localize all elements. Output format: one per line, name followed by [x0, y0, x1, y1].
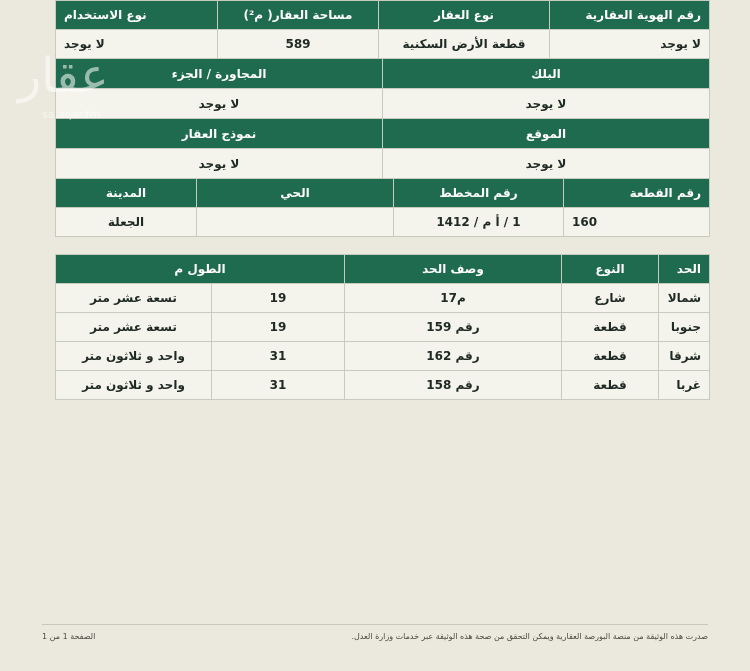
header-city: المدينة: [56, 179, 197, 208]
value-property-area: 589: [218, 30, 379, 59]
boundaries-table: [55, 254, 710, 400]
value-district: [197, 208, 394, 237]
header-model: نموذج العقار: [56, 119, 383, 149]
watermark-word: عقار: [18, 48, 109, 104]
footer-note: صدرت هذه الوثيقة من منصة البورصة العقارية ويمكن التحقق من صحة هذه الوثيقة عبر خدمات وزارة العدل.: [351, 632, 708, 641]
footer-divider: [42, 624, 708, 625]
table-row: [56, 313, 710, 342]
header-boundary-description: وصف الحد: [345, 255, 562, 284]
boundary-length-words: تسعة عشر متر: [56, 284, 212, 313]
header-plan-number: رقم المخطط: [394, 179, 564, 208]
table-row: [56, 284, 710, 313]
property-header-row: [56, 1, 710, 30]
value-block: لا يوجد: [383, 89, 710, 119]
watermark-url: sa.aqar.fm: [42, 108, 101, 121]
table-row: [56, 342, 710, 371]
boundary-length: 31: [212, 371, 345, 400]
value-city: الجعلة: [56, 208, 197, 237]
boundary-type: شارع: [562, 284, 659, 313]
site-header-row: [56, 119, 710, 149]
property-info-table: [55, 0, 710, 59]
value-property-id: لا يوجد: [550, 30, 710, 59]
aqar-watermark: [18, 48, 138, 122]
value-parcel-number: 160: [564, 208, 710, 237]
boundary-length: 19: [212, 313, 345, 342]
boundary-description: م17: [345, 284, 562, 313]
table-row: [56, 371, 710, 400]
header-site: الموقع: [383, 119, 710, 149]
value-usage-type: لا يوجد: [56, 30, 218, 59]
boundary-length-words: تسعة عشر متر: [56, 313, 212, 342]
header-block: البلك: [383, 59, 710, 89]
boundary-type: قطعة: [562, 342, 659, 371]
value-plan-number: 1 / أ م / 1412: [394, 208, 564, 237]
page-number: الصفحة 1 من 1: [42, 632, 96, 641]
header-property-type: نوع العقار: [379, 1, 550, 30]
header-boundary: الحد: [659, 255, 710, 284]
header-property-id: رقم الهوية العقارية: [550, 1, 710, 30]
header-boundary-length: الطول م: [56, 255, 345, 284]
property-value-row: [56, 30, 710, 59]
boundary-length-words: واحد و ثلاثون متر: [56, 342, 212, 371]
boundary-description: رقم 159: [345, 313, 562, 342]
header-usage-type: نوع الاستخدام: [56, 1, 218, 30]
boundary-type: قطعة: [562, 313, 659, 342]
header-property-area: مساحة العقار( م²): [218, 1, 379, 30]
boundary-direction: شمالا: [659, 284, 710, 313]
value-model: لا يوجد: [56, 149, 383, 179]
boundary-length: 31: [212, 342, 345, 371]
boundary-direction: غربا: [659, 371, 710, 400]
site-value-row: [56, 149, 710, 179]
boundary-length-words: واحد و ثلاثون متر: [56, 371, 212, 400]
block-header-row: [56, 59, 710, 89]
boundary-description: رقم 158: [345, 371, 562, 400]
parcel-header-row: [56, 179, 710, 208]
boundaries-header-row: [56, 255, 710, 284]
header-boundary-type: النوع: [562, 255, 659, 284]
header-neighbor: المجاورة / الجزء: [56, 59, 383, 89]
value-neighbor: لا يوجد: [56, 89, 383, 119]
location-info-table: [55, 58, 710, 179]
value-property-type: قطعة الأرض السكنية: [379, 30, 550, 59]
parcel-info-table: [55, 178, 710, 237]
value-site: لا يوجد: [383, 149, 710, 179]
header-district: الحي: [197, 179, 394, 208]
block-value-row: [56, 89, 710, 119]
boundary-length: 19: [212, 284, 345, 313]
boundary-type: قطعة: [562, 371, 659, 400]
boundary-description: رقم 162: [345, 342, 562, 371]
header-parcel-number: رقم القطعة: [564, 179, 710, 208]
parcel-value-row: [56, 208, 710, 237]
boundary-direction: شرقا: [659, 342, 710, 371]
boundary-direction: جنوبا: [659, 313, 710, 342]
